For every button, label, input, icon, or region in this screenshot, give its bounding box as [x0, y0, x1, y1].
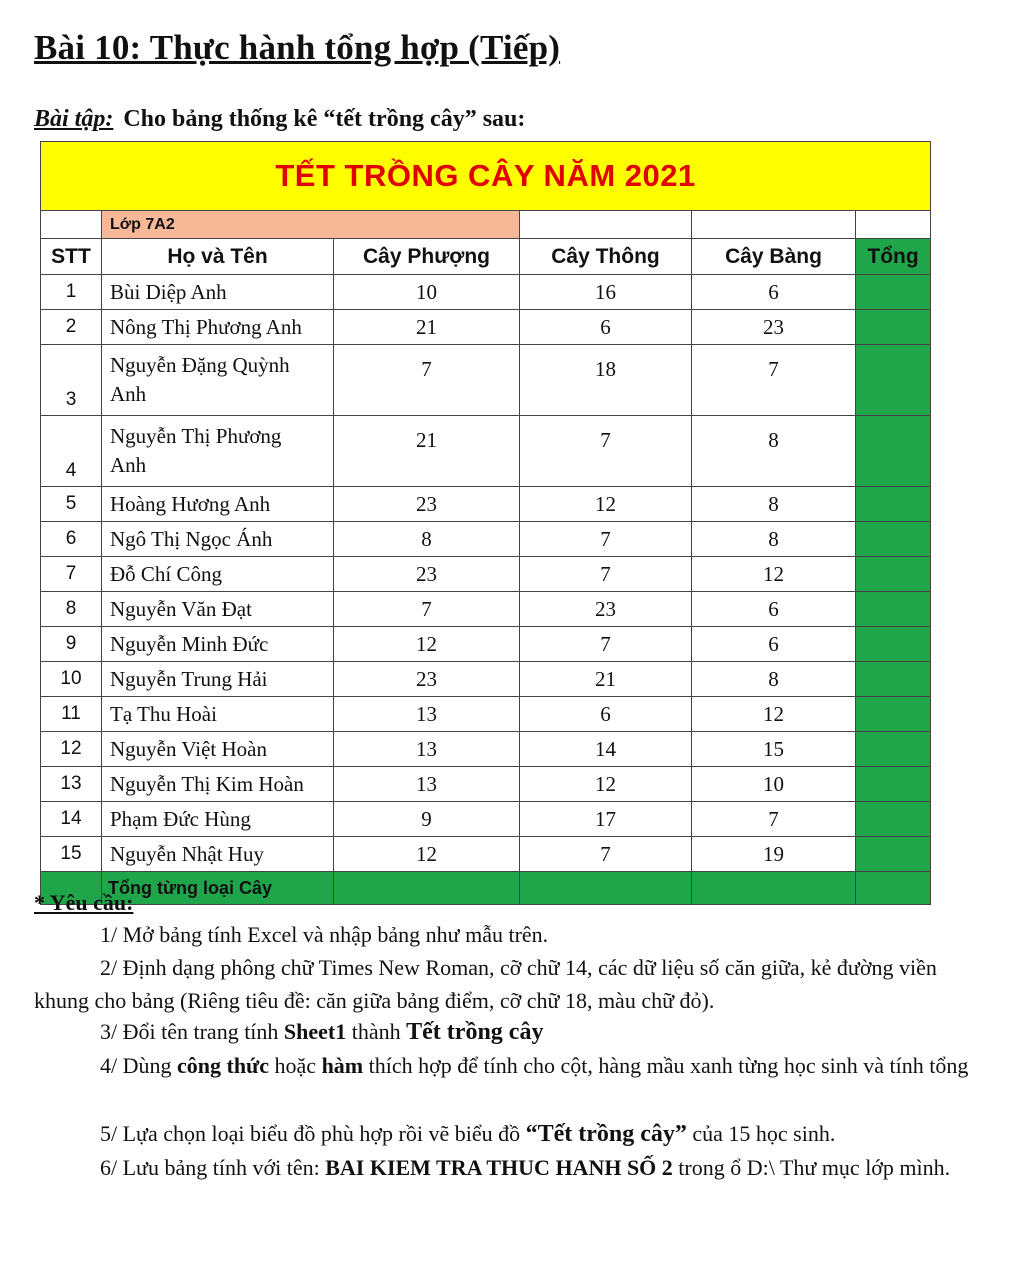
req5-text-c: của 15 học sinh.	[686, 1121, 836, 1146]
thong-cell: 12	[520, 487, 692, 522]
table-row	[41, 802, 931, 837]
class-label: Lớp 7A2	[102, 211, 520, 239]
bang-cell: 6	[692, 627, 856, 662]
bang-cell: 8	[692, 522, 856, 557]
phuong-cell: 12	[334, 627, 520, 662]
bang-cell: 7	[692, 345, 856, 416]
stt-cell: 10	[41, 662, 102, 697]
total-cell	[856, 662, 931, 697]
table-row	[41, 592, 931, 627]
thong-cell: 6	[520, 310, 692, 345]
total-label: Tổng từng loại Cây	[102, 872, 334, 905]
name-line-1: Nguyễn Đặng Quỳnh	[110, 353, 290, 377]
phuong-cell: 13	[334, 767, 520, 802]
bang-cell: 12	[692, 697, 856, 732]
name-cell: Nguyễn Nhật Huy	[102, 837, 334, 872]
table-row	[41, 487, 931, 522]
requirements-heading: * Yêu cầu:	[34, 890, 134, 915]
total-cell	[856, 732, 931, 767]
total-cell	[856, 487, 931, 522]
phuong-cell: 12	[334, 837, 520, 872]
requirement-3	[34, 1015, 994, 1049]
bang-cell: 12	[692, 557, 856, 592]
requirement-1: 1/ Mở bảng tính Excel và nhập bảng như mẫu trên.	[100, 922, 549, 947]
stt-cell: 12	[41, 732, 102, 767]
table-row	[41, 732, 931, 767]
req5-text-a: 5/ Lựa chọn loại biểu đồ phù hợp rồi vẽ biểu đồ	[100, 1121, 526, 1146]
table-banner: TẾT TRỒNG CÂY NĂM 2021	[41, 142, 931, 211]
stt-cell: 2	[41, 310, 102, 345]
table-row	[41, 310, 931, 345]
name-cell: Tạ Thu Hoài	[102, 697, 334, 732]
thong-cell: 7	[520, 837, 692, 872]
name-cell: Nguyễn Văn Đạt	[102, 592, 334, 627]
stt-cell: 8	[41, 592, 102, 627]
name-cell: Nông Thị Phương Anh	[102, 310, 334, 345]
total-cell	[856, 802, 931, 837]
bang-cell: 8	[692, 416, 856, 487]
total-cell	[856, 522, 931, 557]
thong-cell: 21	[520, 662, 692, 697]
name-cell: Hoàng Hương Anh	[102, 487, 334, 522]
exercise-intro	[34, 106, 525, 133]
stt-cell: 11	[41, 697, 102, 732]
tree-planting-table	[40, 141, 931, 905]
bang-cell: 6	[692, 592, 856, 627]
total-thong-cell	[520, 872, 692, 905]
total-cell	[856, 627, 931, 662]
stt-cell: 14	[41, 802, 102, 837]
phuong-cell: 21	[334, 416, 520, 487]
table-row	[41, 557, 931, 592]
name-cell	[102, 416, 334, 487]
thong-cell: 12	[520, 767, 692, 802]
name-line-1: Nguyễn Thị Phương	[110, 424, 282, 448]
stt-cell: 13	[41, 767, 102, 802]
thong-cell: 23	[520, 592, 692, 627]
total-cell	[856, 275, 931, 310]
requirement-5	[34, 1117, 994, 1151]
header-stt: STT	[41, 239, 102, 275]
table-row	[41, 627, 931, 662]
phuong-cell: 7	[334, 345, 520, 416]
req3-text-c: thành	[346, 1019, 407, 1044]
bang-cell: 7	[692, 802, 856, 837]
phuong-cell: 10	[334, 275, 520, 310]
table-row	[41, 345, 931, 416]
table-row	[41, 837, 931, 872]
req6-text-c: trong ổ D:\ Thư mục lớp mình.	[672, 1155, 951, 1180]
bang-cell: 8	[692, 487, 856, 522]
thong-cell: 7	[520, 416, 692, 487]
phuong-cell: 9	[334, 802, 520, 837]
phuong-cell: 23	[334, 487, 520, 522]
stt-cell: 4	[41, 416, 102, 487]
name-cell: Nguyễn Việt Hoàn	[102, 732, 334, 767]
total-bang-cell	[692, 872, 856, 905]
requirement-4	[34, 1049, 994, 1082]
grand-total-cell	[856, 872, 931, 905]
req4-text-c: hoặc	[269, 1053, 322, 1078]
thong-cell: 14	[520, 732, 692, 767]
thong-cell: 17	[520, 802, 692, 837]
total-cell	[856, 697, 931, 732]
header-total: Tổng	[856, 239, 931, 275]
req6-text-a: 6/ Lưu bảng tính với tên:	[100, 1155, 326, 1180]
stt-cell: 9	[41, 627, 102, 662]
name-cell: Đỗ Chí Công	[102, 557, 334, 592]
thong-cell: 7	[520, 627, 692, 662]
blank-cell	[856, 211, 931, 239]
req4-function: hàm	[321, 1053, 364, 1078]
stt-cell: 6	[41, 522, 102, 557]
header-name: Họ và Tên	[102, 239, 334, 275]
total-cell	[856, 592, 931, 627]
blank-cell	[520, 211, 692, 239]
total-cell	[856, 837, 931, 872]
phuong-cell: 13	[334, 697, 520, 732]
bang-cell: 19	[692, 837, 856, 872]
table-row	[41, 275, 931, 310]
thong-cell: 16	[520, 275, 692, 310]
header-row	[41, 239, 931, 275]
table-row	[41, 662, 931, 697]
name-line-2: Anh	[110, 382, 147, 406]
phuong-cell: 23	[334, 557, 520, 592]
name-cell: Phạm Đức Hùng	[102, 802, 334, 837]
requirement-2: 2/ Định dạng phông chữ Times New Roman, cỡ chữ 14, các dữ liệu số căn giữa, kẻ đường viền khung cho bảng (Riêng tiêu đề: căn giữa bảng điểm, cỡ chữ 18, màu chữ đỏ).	[34, 955, 937, 1013]
page-title: Bài 10: Thực hành tổng hợp (Tiếp)	[34, 28, 561, 67]
total-phuong-cell	[334, 872, 520, 905]
name-cell: Ngô Thị Ngọc Ánh	[102, 522, 334, 557]
header-thong: Cây Thông	[520, 239, 692, 275]
table-row	[41, 522, 931, 557]
total-cell	[856, 345, 931, 416]
bang-cell: 15	[692, 732, 856, 767]
blank-cell	[41, 211, 102, 239]
name-cell: Nguyễn Trung Hải	[102, 662, 334, 697]
blank-cell	[692, 211, 856, 239]
header-phuong: Cây Phượng	[334, 239, 520, 275]
total-cell	[856, 416, 931, 487]
name-cell	[102, 345, 334, 416]
exercise-label: Bài tập:	[34, 106, 114, 132]
exercise-text: Cho bảng thống kê “tết trồng cây” sau:	[123, 106, 526, 132]
req4-formula: công thức	[177, 1053, 270, 1078]
thong-cell: 6	[520, 697, 692, 732]
bang-cell: 10	[692, 767, 856, 802]
stt-cell: 5	[41, 487, 102, 522]
bang-cell: 8	[692, 662, 856, 697]
total-cell	[856, 310, 931, 345]
stt-cell: 7	[41, 557, 102, 592]
name-cell: Bùi Diệp Anh	[102, 275, 334, 310]
stt-cell: 3	[41, 345, 102, 416]
table-row	[41, 416, 931, 487]
phuong-cell: 13	[334, 732, 520, 767]
requirement-6	[34, 1151, 994, 1184]
req3-sheet-name: Sheet1	[283, 1019, 347, 1044]
bang-cell: 23	[692, 310, 856, 345]
name-cell: Nguyễn Minh Đức	[102, 627, 334, 662]
name-line-2: Anh	[110, 453, 147, 477]
header-bang: Cây Bàng	[692, 239, 856, 275]
req6-filename: BAI KIEM TRA THUC HANH SỐ 2	[325, 1155, 673, 1180]
stt-cell: 1	[41, 275, 102, 310]
name-cell: Nguyễn Thị Kim Hoàn	[102, 767, 334, 802]
total-row	[41, 872, 931, 905]
req5-chart-name: “Tết trồng cây”	[525, 1121, 687, 1147]
thong-cell: 7	[520, 522, 692, 557]
total-cell	[856, 767, 931, 802]
table-row	[41, 697, 931, 732]
req4-text-a: 4/ Dùng	[100, 1053, 177, 1078]
thong-cell: 18	[520, 345, 692, 416]
phuong-cell: 8	[334, 522, 520, 557]
phuong-cell: 23	[334, 662, 520, 697]
req3-new-name: Tết trồng cây	[406, 1019, 544, 1045]
stt-cell: 15	[41, 837, 102, 872]
req4-text-e: thích hợp để tính cho cột, hàng mầu xanh từng học sinh và tính tổng	[363, 1053, 969, 1078]
bang-cell: 6	[692, 275, 856, 310]
phuong-cell: 21	[334, 310, 520, 345]
table-row	[41, 767, 931, 802]
total-cell	[856, 557, 931, 592]
phuong-cell: 7	[334, 592, 520, 627]
thong-cell: 7	[520, 557, 692, 592]
req3-text-a: 3/ Đổi tên trang tính	[100, 1019, 284, 1044]
